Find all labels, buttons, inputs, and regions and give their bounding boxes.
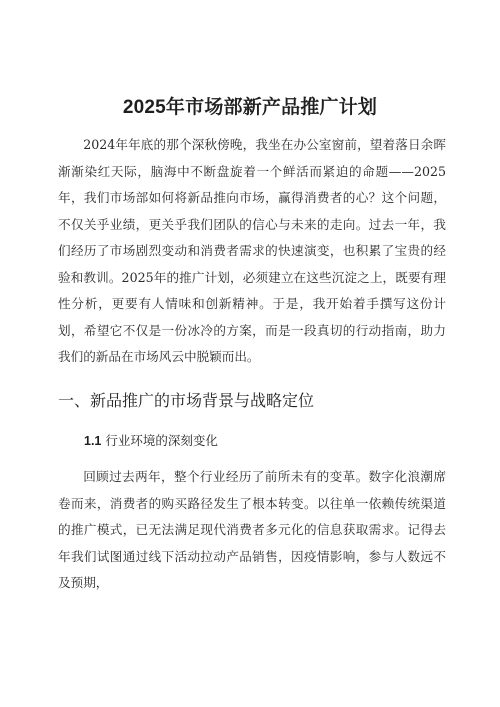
subsection-1-1-paragraph: 回顾过去两年，整个行业经历了前所未有的变革。数字化浪潮席卷而来，消费者的购买路径发生了根本转变。以往单一依赖传统渠道的推广模式，已无法满足现代消费者多元化的信息获取需求。记得去年我们试图通过线下活动拉动产品销售，因疫情影响，参与人数远不及预期， [58, 469, 446, 590]
subsection-1-1-number: 1.1 [84, 434, 102, 448]
subsection-1-1-title: 行业环境的深刻变化 [105, 434, 218, 448]
document-title: 2025年市场部新产品推广计划 [122, 97, 378, 118]
intro-paragraph: 2024年年底的那个深秋傍晚，我坐在办公室窗前，望着落日余晖渐渐染红天际，脑海中不断盘旋着一个鲜活而紧迫的命题——2025年，我们市场部如何将新品推向市场，赢得消费者的心？这个问题，不仅关乎业绩，更关乎我们团队的信心与未来的走向。过去一年，我们经历了市场剧烈变动和消费者需求的快速演变，也积累了宝贵的经验和教训。2025年的推广计划，必须建立在这些沉淀之上，既要有理性分析，更要有人情味和创新精神。于是，我开始着手撰写这份计划，希望它不仅是一份冰冷的方案，而是一段真切的行动指南，助力我们的新品在市场风云中脱颖而出。 [58, 137, 446, 364]
subsection-1-1-heading [84, 431, 218, 449]
section-1-heading: 一、新品推广的市场背景与战略定位 [58, 393, 315, 410]
